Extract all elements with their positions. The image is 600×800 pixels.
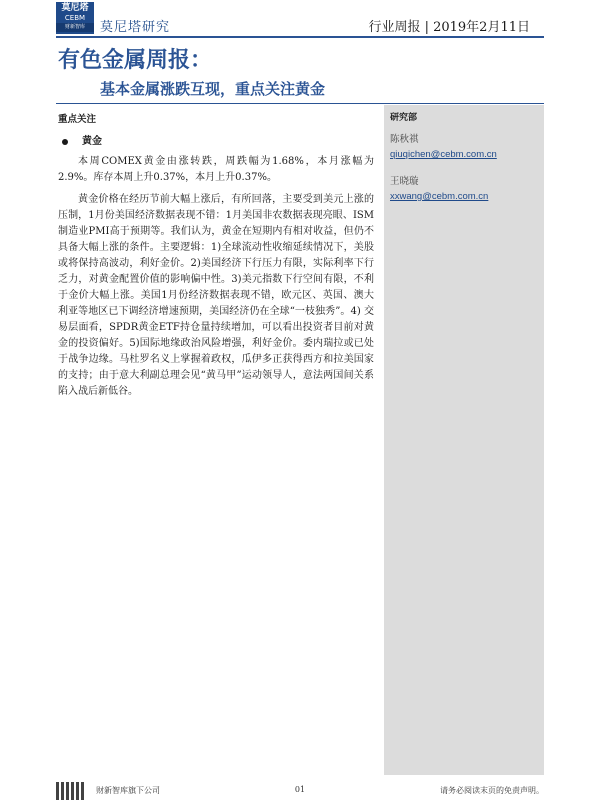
analyst-name: 陈秋祺 [390, 134, 419, 145]
footer-company: 财新智库旗下公司 [96, 786, 160, 795]
logo-line-2: CEBM [64, 14, 86, 22]
analyst-sidebar [384, 105, 544, 775]
bullet-label: 黄金 [82, 136, 102, 147]
main-content [58, 112, 374, 406]
report-subtitle: 基本金属涨跌互现，重点关注黄金 [100, 80, 326, 98]
section-title: 重点关注 [58, 114, 97, 125]
logo-line-1: 莫尼塔 [61, 3, 89, 13]
company-logo [56, 2, 94, 34]
bullet-dot-icon [62, 139, 68, 145]
analyst-name: 王晓璇 [390, 176, 419, 187]
org-name: 莫尼塔研究 [100, 20, 171, 35]
report-title: 有色金属周报： [58, 48, 213, 73]
dept-label: 研究部 [390, 113, 418, 123]
disclaimer-note: 请务必阅读末页的免责声明。 [440, 786, 544, 795]
paragraph-2: 黄金价格在经历节前大幅上涨后，有所回落，主要受到美元上涨的压制，1月份美国经济数据表现不错：1月美国非农数据表现亮眼、ISM制造业PMI高于预期等。我们认为，黄金在短期内有相对收益，但仍不具备大幅上涨的条件。主要逻辑：1)全球流动性收缩延续情况下，美股或将保持高波动，利好金价。2)美国经济下行压力有限，实际利率下行乏力，对黄金配置价值的影响偏中性。3)美元指数下行空间有限，不利于金价大幅上涨。美国1月份经济数据表现不错，欧元区、英国、澳大利亚等地区已下调经济增速预期，美国经济仍在全球“一枝独秀”。4) 交易层面看，SPDR黄金ETF持仓量持续增加，可以看出投资者目前对黄金的投资偏好。5)国际地缘政治风险增强，利好金价。委内瑞拉或已处于战争边缘。马杜罗名义上掌握着政权，瓜伊多正获得西方和拉美国家的支持；由于意大利副总理会见“黄马甲”运动领导人，意法两国间关系陷入战后新低谷。 [58, 194, 374, 397]
analyst-email-link[interactable]: qiuqichen@cebm.com.cn [390, 149, 497, 160]
page-number: 01 [294, 785, 306, 794]
analyst-email-link[interactable]: xxwang@cebm.com.cn [390, 191, 489, 202]
header-divider [56, 36, 544, 38]
logo-line-3: 财新智库 [56, 23, 94, 32]
title-divider [56, 103, 544, 104]
bullet-heading [58, 134, 374, 150]
page-footer [56, 780, 544, 800]
paragraph-1: 本周COMEX黄金由涨转跌，周跌幅为1.68%，本月涨幅为2.9%。库存本周上升0.37%，本月上升0.37%。 [58, 156, 374, 183]
report-info: 行业周报 | 2019年2月11日 [368, 20, 530, 35]
